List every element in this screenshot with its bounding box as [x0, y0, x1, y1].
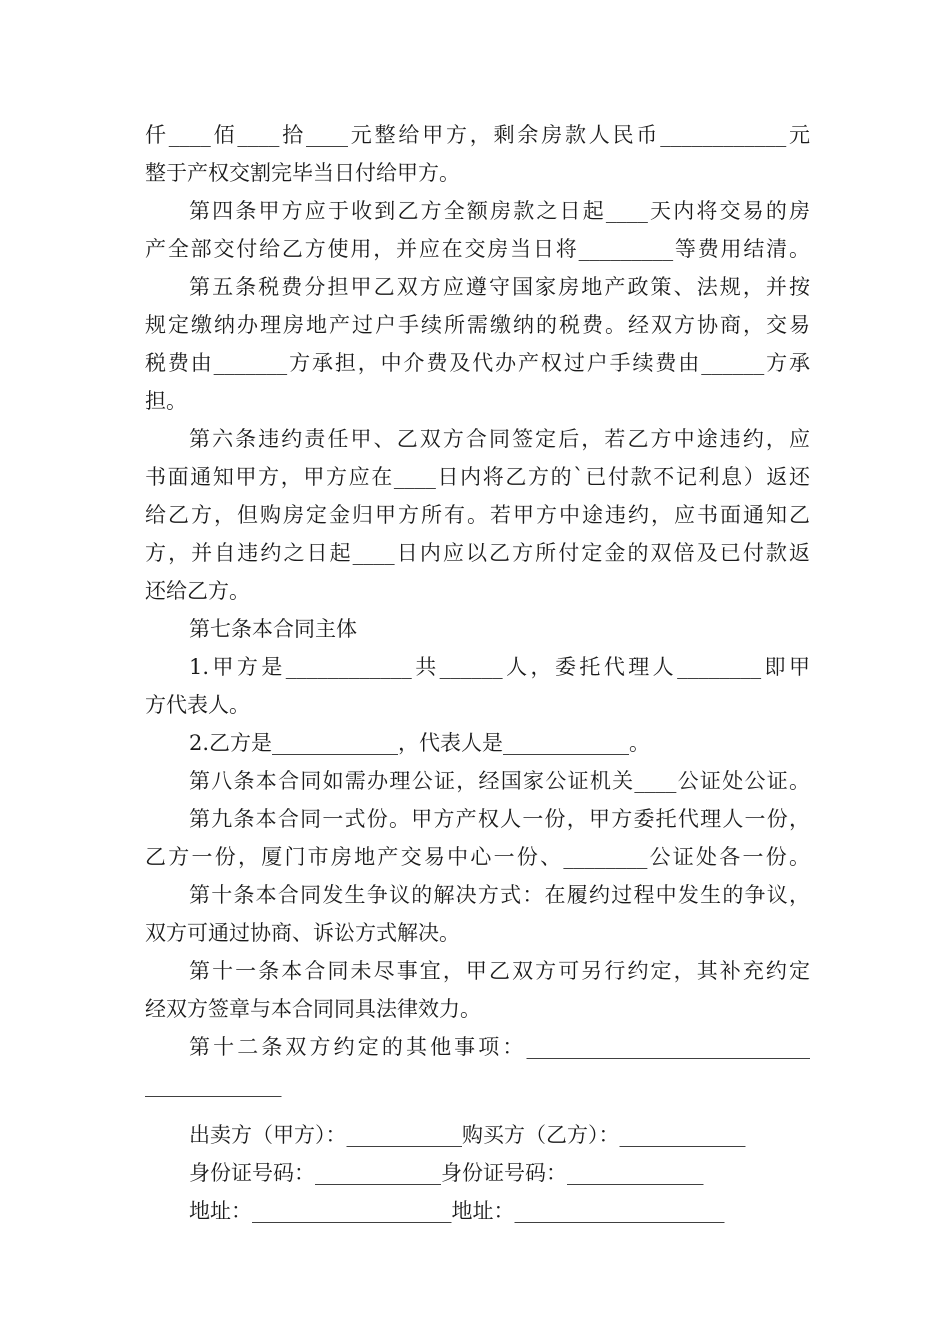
text-line: 乙方一份，厦门市房地产交易中心一份、________公证处各一份。 [145, 845, 810, 869]
text-line: 2.乙方是____________，代表人是____________。 [189, 731, 651, 755]
text-line: 第十一条本合同未尽事宜，甲乙双方可另行约定，其补充约定 [189, 959, 810, 983]
address-line: 地址：___________________地址：____________________ [189, 1199, 725, 1223]
text-line: 方代表人。 [145, 693, 250, 717]
text-line: 第四条甲方应于收到乙方全额房款之日起____天内将交易的房 [189, 199, 810, 223]
text-line: 方，并自违约之日起____日内应以乙方所付定金的双倍及已付款返 [145, 541, 810, 565]
seller-buyer-line: 出卖方（甲方）：___________购买方（乙方）：____________ [189, 1123, 746, 1147]
text-line: 第九条本合同一式份。甲方产权人一份，甲方委托代理人一份， [189, 807, 810, 831]
text-line: 第十二条双方约定的其他事项：___________________________ [189, 1035, 810, 1059]
text-line: 产全部交付给乙方使用，并应在交房当日将_________等费用结清。 [145, 237, 810, 261]
text-line: 经双方签章与本合同同具法律效力。 [145, 997, 481, 1021]
text-line: 第八条本合同如需办理公证，经国家公证机关____公证处公证。 [189, 769, 810, 793]
text-line: 仟____佰____拾____元整给甲方，剩余房款人民币____________元 [145, 123, 810, 147]
text-line: 第十条本合同发生争议的解决方式：在履约过程中发生的争议， [189, 883, 810, 907]
text-line: 双方可通过协商、诉讼方式解决。 [145, 921, 460, 945]
text-line: 第五条税费分担甲乙双方应遵守国家房地产政策、法规，并按 [189, 275, 810, 299]
text-line: 还给乙方。 [145, 579, 250, 603]
text-line: 担。 [145, 389, 187, 413]
section-heading: 第七条本合同主体 [189, 617, 357, 641]
text-line: 1.甲方是____________共______人，委托代理人________即甲 [189, 655, 810, 679]
text-line: 给乙方，但购房定金归甲方所有。若甲方中途违约，应书面通知乙 [145, 503, 810, 527]
text-line: 整于产权交割完毕当日付给甲方。 [145, 161, 460, 185]
text-line: 规定缴纳办理房地产过户手续所需缴纳的税费。经双方协商，交易 [145, 313, 810, 337]
text-line: 第六条违约责任甲、乙双方合同签定后，若乙方中途违约，应 [189, 427, 810, 451]
id-number-line: 身份证号码：____________身份证号码：_____________ [189, 1161, 704, 1185]
text-line: 税费由_______方承担，中介费及代办产权过户手续费由______方承 [145, 351, 810, 375]
text-line: 书面通知甲方，甲方应在____日内将乙方的`已付款不记利息）返还 [145, 465, 810, 489]
text-line: _____________ [145, 1073, 282, 1097]
